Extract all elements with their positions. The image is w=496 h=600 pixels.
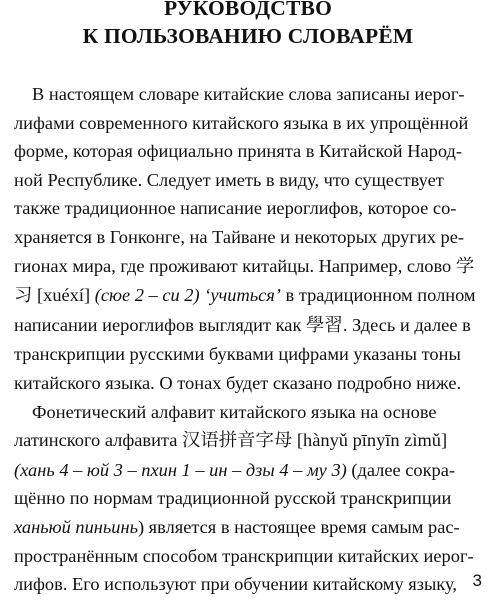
p2-line-2: [14, 426, 483, 456]
p2-line-3: [14, 456, 483, 485]
body-text: [14, 80, 483, 599]
term-hanyu-pinyin: ханьюй пиньинь: [14, 516, 138, 537]
p1-line-1: В настоящем словаре китайские слова записаны иерог-: [32, 84, 465, 104]
page-heading: [0, 0, 496, 50]
p2-line-7: лифов. Его используют при обучении китайскому языку,: [14, 574, 457, 595]
p2-line-3-text: (далее сокра-: [346, 459, 456, 480]
p1-line-3: форме, которая официально принята в Китайской Народ-: [14, 141, 462, 162]
p1-line-2: лифами современного китайского языка в их упрощённой: [14, 112, 469, 133]
p1-line-4: ной Республике. Следует иметь в виду, что существует: [14, 169, 444, 190]
paragraph-2: [14, 398, 483, 599]
page-number: 3: [472, 571, 482, 590]
p2-line-6: пространённым способом транскрипции китайских иерог-: [14, 545, 474, 566]
p1-line-7: [14, 252, 483, 282]
transcription-hanyu-pinyin-zimu: (хань 4 – юй 3 – пхин 1 – ин – дзы 4 – му 3): [14, 459, 347, 480]
heading-line-2: К ПОЛЬЗОВАНИЮ СЛОВАРЁМ: [82, 24, 414, 48]
heading-line-1: РУКОВОДСТВО: [163, 0, 333, 20]
p2-line-5-text: ) является в настоящее время самым рас-: [137, 516, 460, 537]
p2-line-2-text: латинского алфавита: [14, 430, 182, 451]
cjk-hanyu-pinyin-zimu: 汉语拼音字母: [181, 430, 293, 452]
p1-line-7-text: гионах мира, где проживают китайцы. Например, слово: [14, 255, 456, 276]
cjk-xue: 学: [455, 255, 475, 277]
p1-line-9-text: написании иероглифов выглядит как: [14, 314, 307, 335]
p1-line-6: храняется в Гонконге, на Тайване и некоторых других ре-: [14, 226, 465, 247]
cjk-traditional-xuexi: 學習: [306, 314, 343, 336]
p1-line-8-text: в традиционном полном: [280, 285, 476, 306]
p1-line-5: также традиционное написание иероглифов, которое со-: [14, 198, 457, 219]
pinyin-xuexi: [xuéxí]: [32, 285, 95, 306]
pinyin-hanyu-pinyin-zimu: [hànyǔ pīnyīn zìmǔ]: [292, 430, 448, 451]
p2-line-5: [14, 513, 483, 542]
cjk-xi: 习: [14, 285, 33, 307]
p1-line-9: [14, 311, 483, 341]
p1-line-9-text-2: . Здесь и далее в: [342, 314, 471, 335]
p1-line-10: транскрипции русскими буквами цифрами указаны тоны: [14, 344, 461, 365]
p1-line-11: китайского языка. О тонах будет сказано подробно ниже.: [14, 372, 462, 393]
paragraph-1: [14, 80, 483, 398]
p2-line-1: Фонетический алфавит китайского языка на основе: [32, 401, 437, 422]
transcription-xuexi: (сюе 2 – си 2) ‘учиться’: [94, 285, 281, 306]
p2-line-4: щённо по нормам традиционной русской транскрипции: [14, 488, 452, 509]
p1-line-8: [14, 281, 483, 311]
